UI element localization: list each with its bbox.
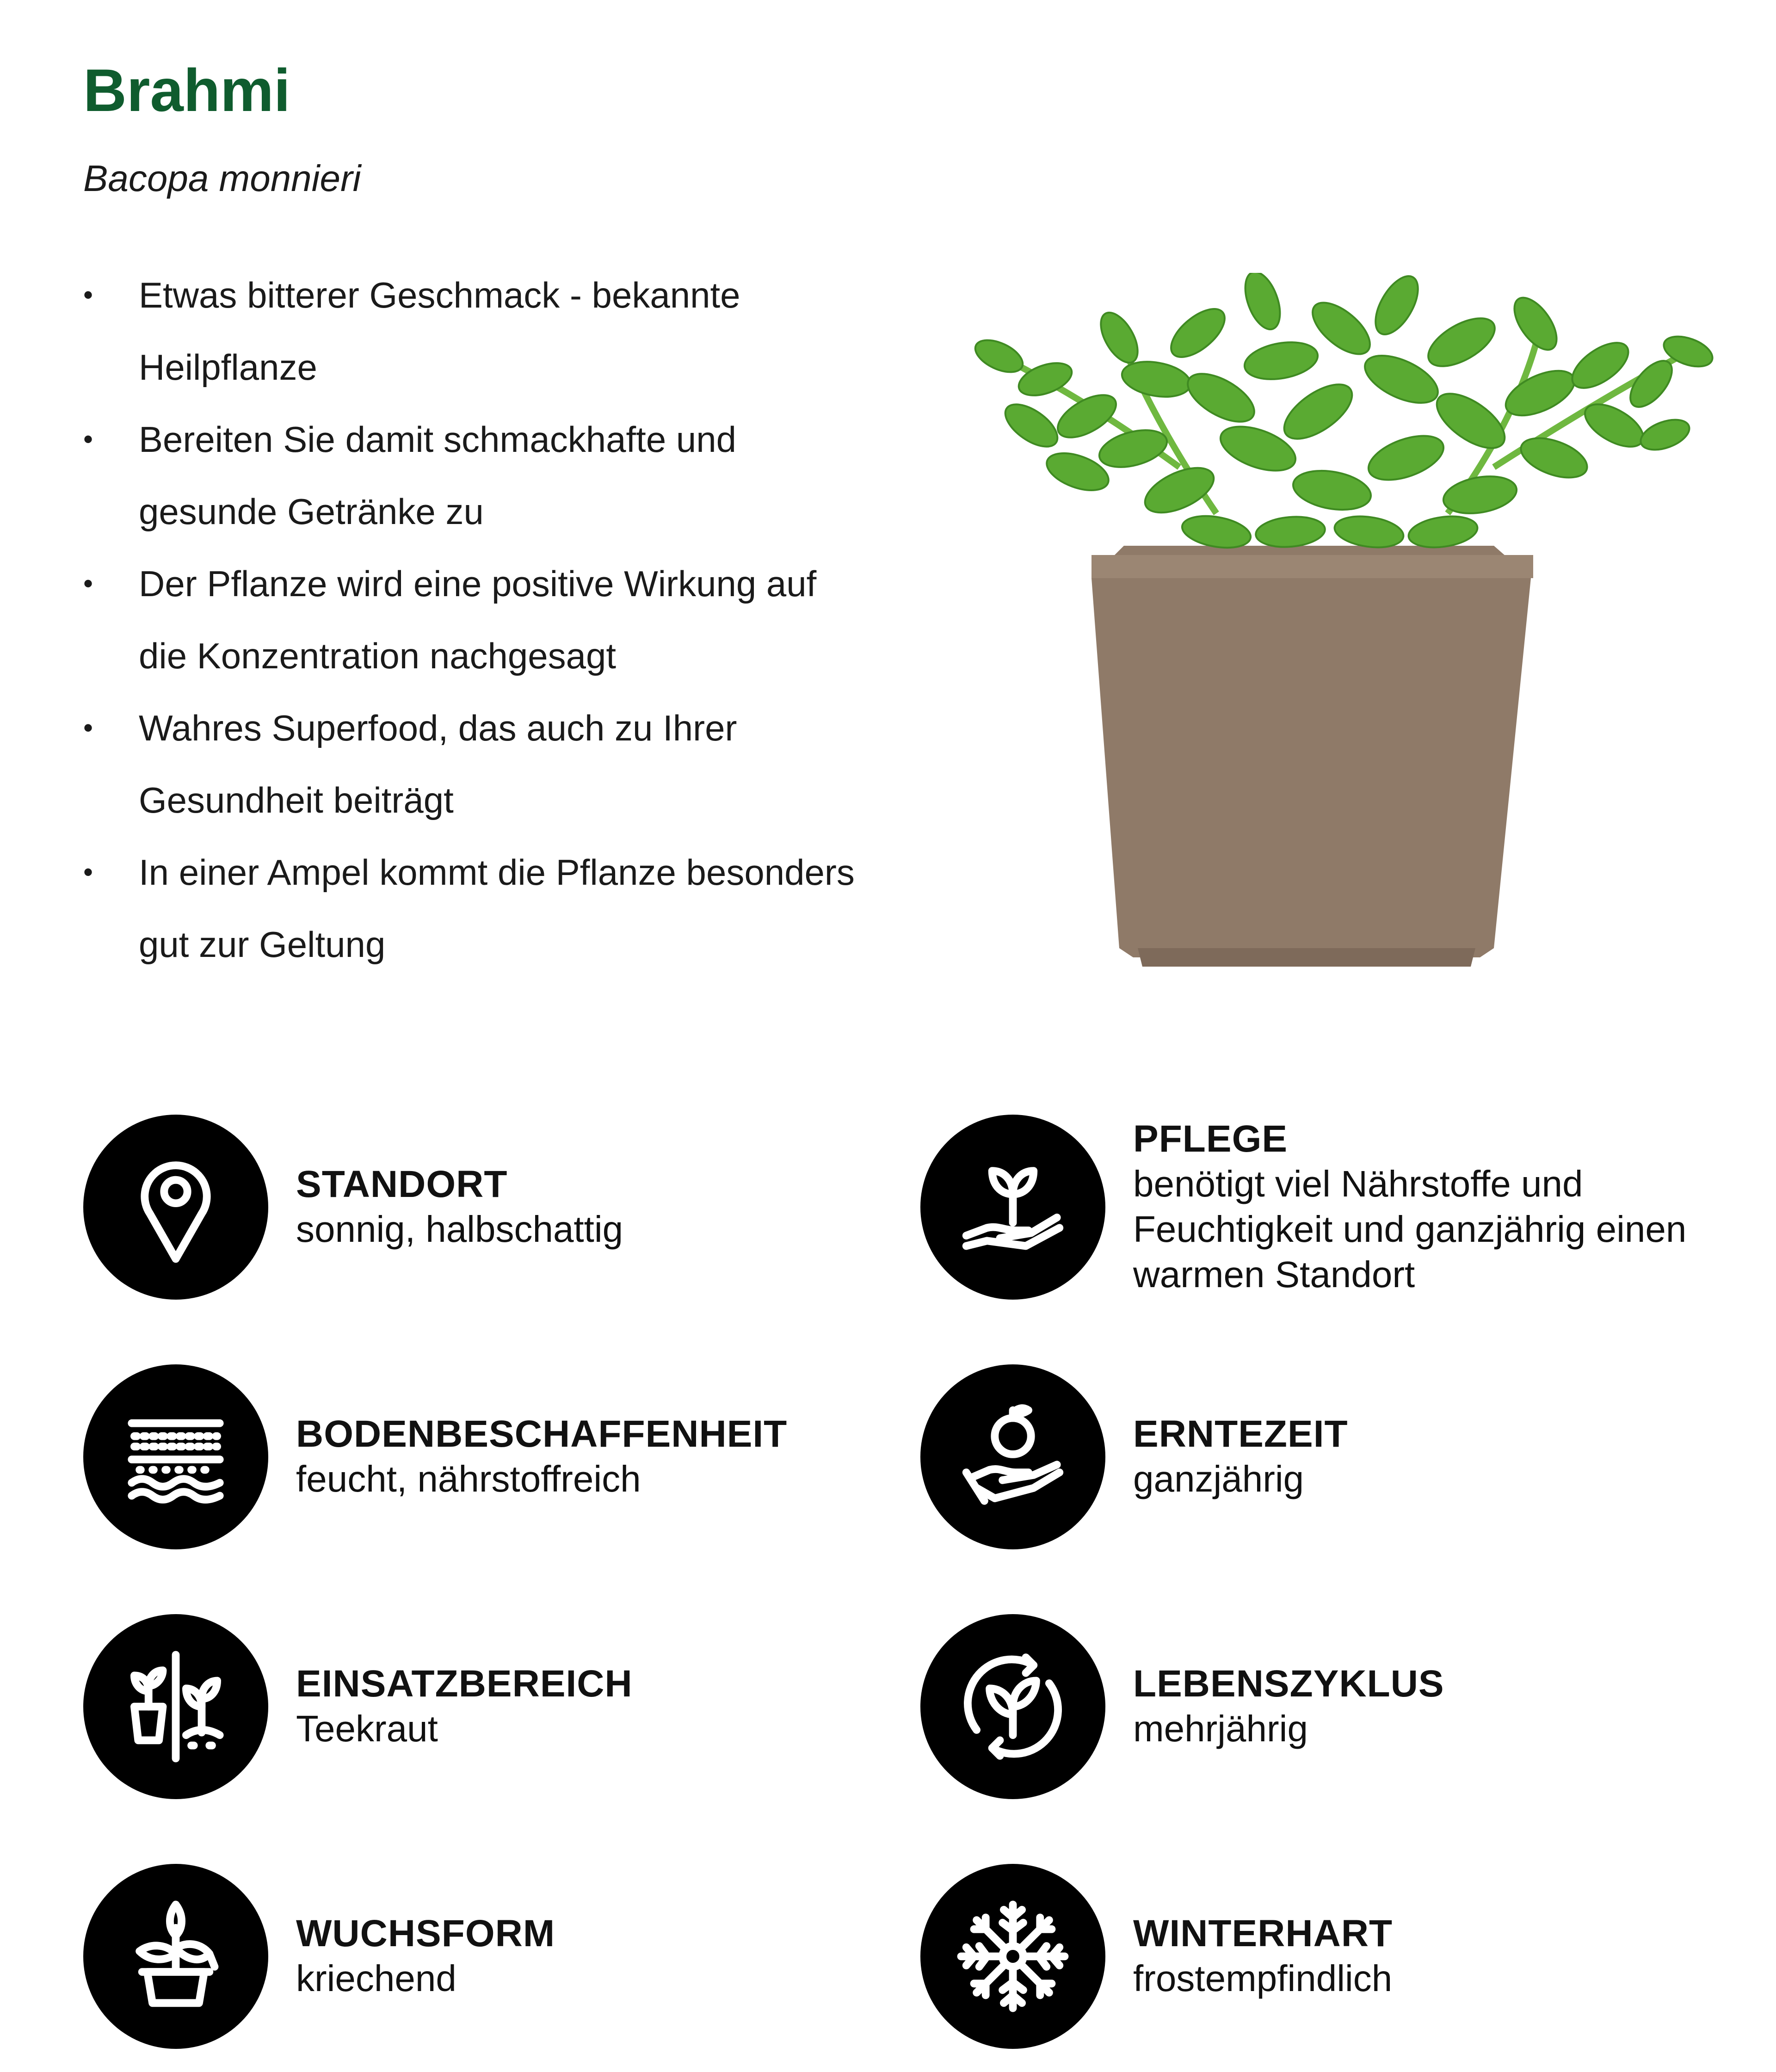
feature-einsatzbereich (83, 1614, 870, 1808)
bullet-text: Der Pflanze wird eine positive Wirkung auf die Konzentration nachgesagt (139, 563, 817, 676)
feature-winterhart (920, 1864, 1707, 2058)
feature-wuchsform (83, 1864, 870, 2058)
feature-value: sonnig, halbschattig (296, 1209, 623, 1250)
bullet-item: • In einer Ampel kommt die Pflanze besonders gut zur Geltung (83, 852, 855, 965)
bullet-text: Wahres Superfood, das auch zu Ihrer Gesundheit beiträgt (139, 708, 737, 820)
feature-value: mehrjährig (1133, 1708, 1308, 1749)
feature-value: Teekraut (296, 1708, 438, 1749)
feature-bodenbeschaffenheit (83, 1364, 870, 1559)
bullet-item: • Der Pflanze wird eine positive Wirkung auf die Konzentration nachgesagt (83, 563, 817, 676)
potted-plant-icon (83, 1864, 268, 2049)
bullet-text: Etwas bitterer Geschmack - bekannte Heilpflanze (139, 275, 740, 388)
feature-value: benötigt viel Nährstoffe und Feuchtigkeit und ganzjährig einen warmen Standort (1133, 1163, 1687, 1295)
feature-value: frostempfindlich (1133, 1958, 1393, 1999)
feature-label: LEBENSZYKLUS (1133, 1663, 1444, 1705)
product-title: Brahmi (83, 56, 290, 124)
location-pin-icon (83, 1115, 268, 1300)
pot-and-ground-icon (83, 1614, 268, 1799)
bullet-item: • Wahres Superfood, das auch zu Ihrer Gesundheit beiträgt (83, 708, 737, 820)
hand-sprout-icon (920, 1115, 1105, 1300)
feature-erntezeit (920, 1364, 1707, 1559)
bullet-item: • Bereiten Sie damit schmackhafte und gesunde Getränke zu (83, 419, 737, 532)
feature-lebenszyklus (920, 1614, 1707, 1808)
soil-layers-icon (83, 1364, 268, 1549)
feature-label: WUCHSFORM (296, 1912, 555, 1955)
bullet-text: In einer Ampel kommt die Pflanze besonders gut zur Geltung (139, 852, 855, 965)
feature-pflege (920, 1115, 1707, 1309)
plant-image (939, 273, 1734, 980)
feature-label: WINTERHART (1133, 1912, 1393, 1955)
feature-label: STANDORT (296, 1163, 508, 1205)
hand-fruit-icon (920, 1364, 1105, 1549)
feature-standort (83, 1115, 870, 1309)
plant-foliage (970, 273, 1716, 553)
feature-bullet-list (83, 259, 870, 980)
bullet-item: • Etwas bitterer Geschmack - bekannte Heilpflanze (83, 275, 740, 388)
feature-label: BODENBESCHAFFENHEIT (296, 1413, 788, 1455)
plant-pot (1092, 546, 1533, 967)
feature-label: ERNTEZEIT (1133, 1413, 1348, 1455)
feature-value: feucht, nährstoffreich (296, 1458, 641, 1499)
snowflake-icon (920, 1864, 1105, 2049)
feature-value: ganzjährig (1133, 1458, 1304, 1499)
lifecycle-sprout-icon (920, 1614, 1105, 1799)
latin-name: Bacopa monnieri (83, 158, 361, 199)
feature-value: kriechend (296, 1958, 456, 1999)
feature-label: EINSATZBEREICH (296, 1663, 633, 1705)
bullet-text: Bereiten Sie damit schmackhafte und gesunde Getränke zu (139, 419, 737, 532)
feature-label: PFLEGE (1133, 1118, 1288, 1160)
